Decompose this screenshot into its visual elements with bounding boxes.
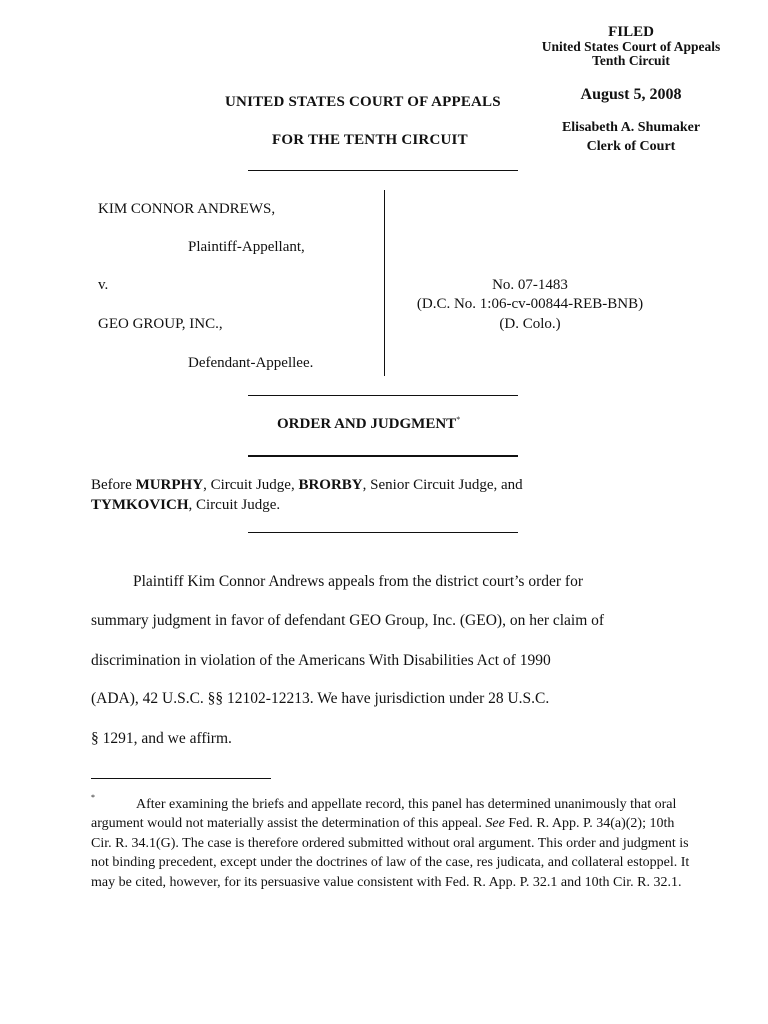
footnote-text-2: Fed. R. App. P. 34(a)(2); 10th Cir. R. 34.1(G). The case is therefore ordered submitted without oral argument. This order and judgment is not binding precedent, except under the doctrines of law of the case, res judicata, and collateral estoppel. It may be cited, however, for its persuasive value consistent with Fed. R. App. P. 32.1 and 10th Cir. R. 32.1. bbox=[91, 816, 690, 890]
order-title-divider bbox=[248, 455, 518, 457]
filed-label: FILED bbox=[608, 24, 654, 40]
footnote-text-1: After examining the briefs and appellate record, this panel has determined unanimously that oral argument would not materially assist the determination of this appeal. bbox=[91, 797, 677, 832]
judge-brorby: BRORBY bbox=[298, 477, 363, 493]
court-name: UNITED STATES COURT OF APPEALS bbox=[225, 94, 501, 110]
order-title bbox=[277, 416, 460, 433]
plaintiff-role: Plaintiff-Appellant, bbox=[188, 239, 305, 255]
body-line: § 1291, and we affirm. bbox=[91, 730, 232, 747]
footnote-text bbox=[91, 795, 691, 892]
filed-date: August 5, 2008 bbox=[580, 86, 682, 103]
clerk-name: Elisabeth A. Shumaker bbox=[561, 120, 701, 135]
case-number: No. 07-1483 bbox=[492, 277, 568, 293]
clerk-block bbox=[520, 118, 742, 156]
judge-murphy-title: , Circuit Judge, bbox=[203, 477, 299, 493]
district-name: (D. Colo.) bbox=[499, 316, 561, 332]
defendant-name: GEO GROUP, INC., bbox=[98, 316, 223, 332]
panel-prefix: Before bbox=[91, 477, 136, 493]
caption-divider bbox=[384, 190, 385, 376]
footnote-see: See bbox=[485, 816, 505, 832]
footnote-ref: * bbox=[456, 415, 461, 424]
judge-brorby-title: , Senior Circuit Judge, and bbox=[362, 477, 523, 493]
panel-divider bbox=[248, 532, 518, 533]
judge-tymkovich-title: , Circuit Judge. bbox=[188, 497, 281, 513]
header-divider bbox=[248, 170, 518, 171]
caption-bottom-divider bbox=[248, 395, 518, 396]
body-line: summary judgment in favor of defendant GEO Group, Inc. (GEO), on her claim of bbox=[91, 612, 605, 629]
district-case-number: (D.C. No. 1:06-cv-00844-REB-BNB) bbox=[416, 296, 644, 312]
court-circuit: FOR THE TENTH CIRCUIT bbox=[272, 132, 468, 148]
filed-court: United States Court of Appeals bbox=[541, 39, 721, 54]
filed-circuit: Tenth Circuit bbox=[592, 53, 670, 68]
defendant-role: Defendant-Appellee. bbox=[188, 355, 314, 371]
panel-judges bbox=[91, 475, 691, 515]
footnote-marker: * bbox=[91, 793, 95, 802]
order-title-text: ORDER AND JUDGMENT bbox=[277, 416, 457, 432]
body-line: discrimination in violation of the Americans With Disabilities Act of 1990 bbox=[91, 652, 551, 669]
judge-murphy: MURPHY bbox=[135, 477, 204, 493]
body-line: (ADA), 42 U.S.C. §§ 12102-12213. We have jurisdiction under 28 U.S.C. bbox=[91, 690, 550, 707]
versus: v. bbox=[98, 277, 109, 293]
judge-tymkovich: TYMKOVICH bbox=[91, 497, 189, 513]
footnote-divider bbox=[91, 778, 271, 779]
filed-stamp bbox=[520, 24, 742, 68]
body-line: Plaintiff Kim Connor Andrews appeals from the district court’s order for bbox=[133, 573, 583, 590]
clerk-title: Clerk of Court bbox=[586, 139, 676, 154]
plaintiff-name: KIM CONNOR ANDREWS, bbox=[98, 201, 276, 217]
